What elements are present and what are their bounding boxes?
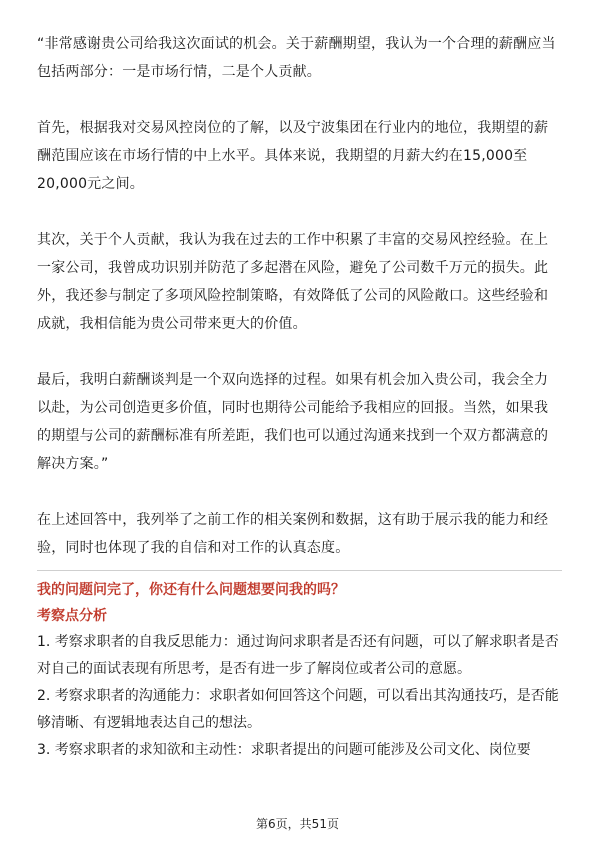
paragraph-gap <box>37 478 562 506</box>
paragraph-gap <box>37 86 562 114</box>
paragraph-summary: 在上述回答中，我列举了之前工作的相关案例和数据，这有助于展示我的能力和经验，同时也体现了我的自信和对工作的认真态度。 <box>37 512 549 556</box>
analysis-item: 3. 考察求职者的求知欲和主动性：求职者提出的问题可能涉及公司文化、岗位要 <box>37 742 531 758</box>
paragraph-gap <box>37 198 562 226</box>
analysis-item: 2. 考察求职者的沟通能力：求职者如何回答这个问题，可以看出其沟通技巧，是否能够清晰、有逻辑地表达自己的想法。 <box>37 688 559 731</box>
section-divider <box>37 570 562 571</box>
analysis-item: 1. 考察求职者的自我反思能力：通过询问求职者是否还有问题，可以了解求职者是否对自己的面试表现有所思考，是否有进一步了解岗位或者公司的意愿。 <box>37 634 559 677</box>
paragraph-last: 最后，我明白薪酬谈判是一个双向选择的过程。如果有机会加入贵公司，我会全力以赴，为公司创造更多价值，同时也期待公司能给予我相应的回报。当然，如果我的期望与公司的薪酬标准有所差距，我们也可以通过沟通来找到一个双方都满意的解决方案。” <box>37 372 549 472</box>
question-heading: 我的问题问完了，你还有什么问题想要问我的吗？ <box>37 582 345 598</box>
paragraph-intro: “非常感谢贵公司给我这次面试的机会。关于薪酬期望，我认为一个合理的薪酬应当包括两部分：一是市场行情，二是个人贡献。 <box>37 36 556 80</box>
paragraph-second: 其次，关于个人贡献，我认为我在过去的工作中积累了丰富的交易风控经验。在上一家公司，我曾成功识别并防范了多起潜在风险，避免了公司数千万元的损失。此外，我还参与制定了多项风险控制策略，有效降低了公司的风险敞口。这些经验和成就，我相信能为贵公司带来更大的价值。 <box>37 232 549 332</box>
paragraph-gap <box>37 338 562 366</box>
paragraph-first: 首先，根据我对交易风控岗位的了解，以及宁波集团在行业内的地位，我期望的薪酬范围应该在市场行情的中上水平。具体来说，我期望的月薪大约在15,000至20,000元之间。 <box>37 120 549 192</box>
analysis-heading: 考察点分析 <box>37 608 107 624</box>
document-body <box>37 30 562 764</box>
page-number-footer: 第6页，共51页 <box>256 817 339 831</box>
